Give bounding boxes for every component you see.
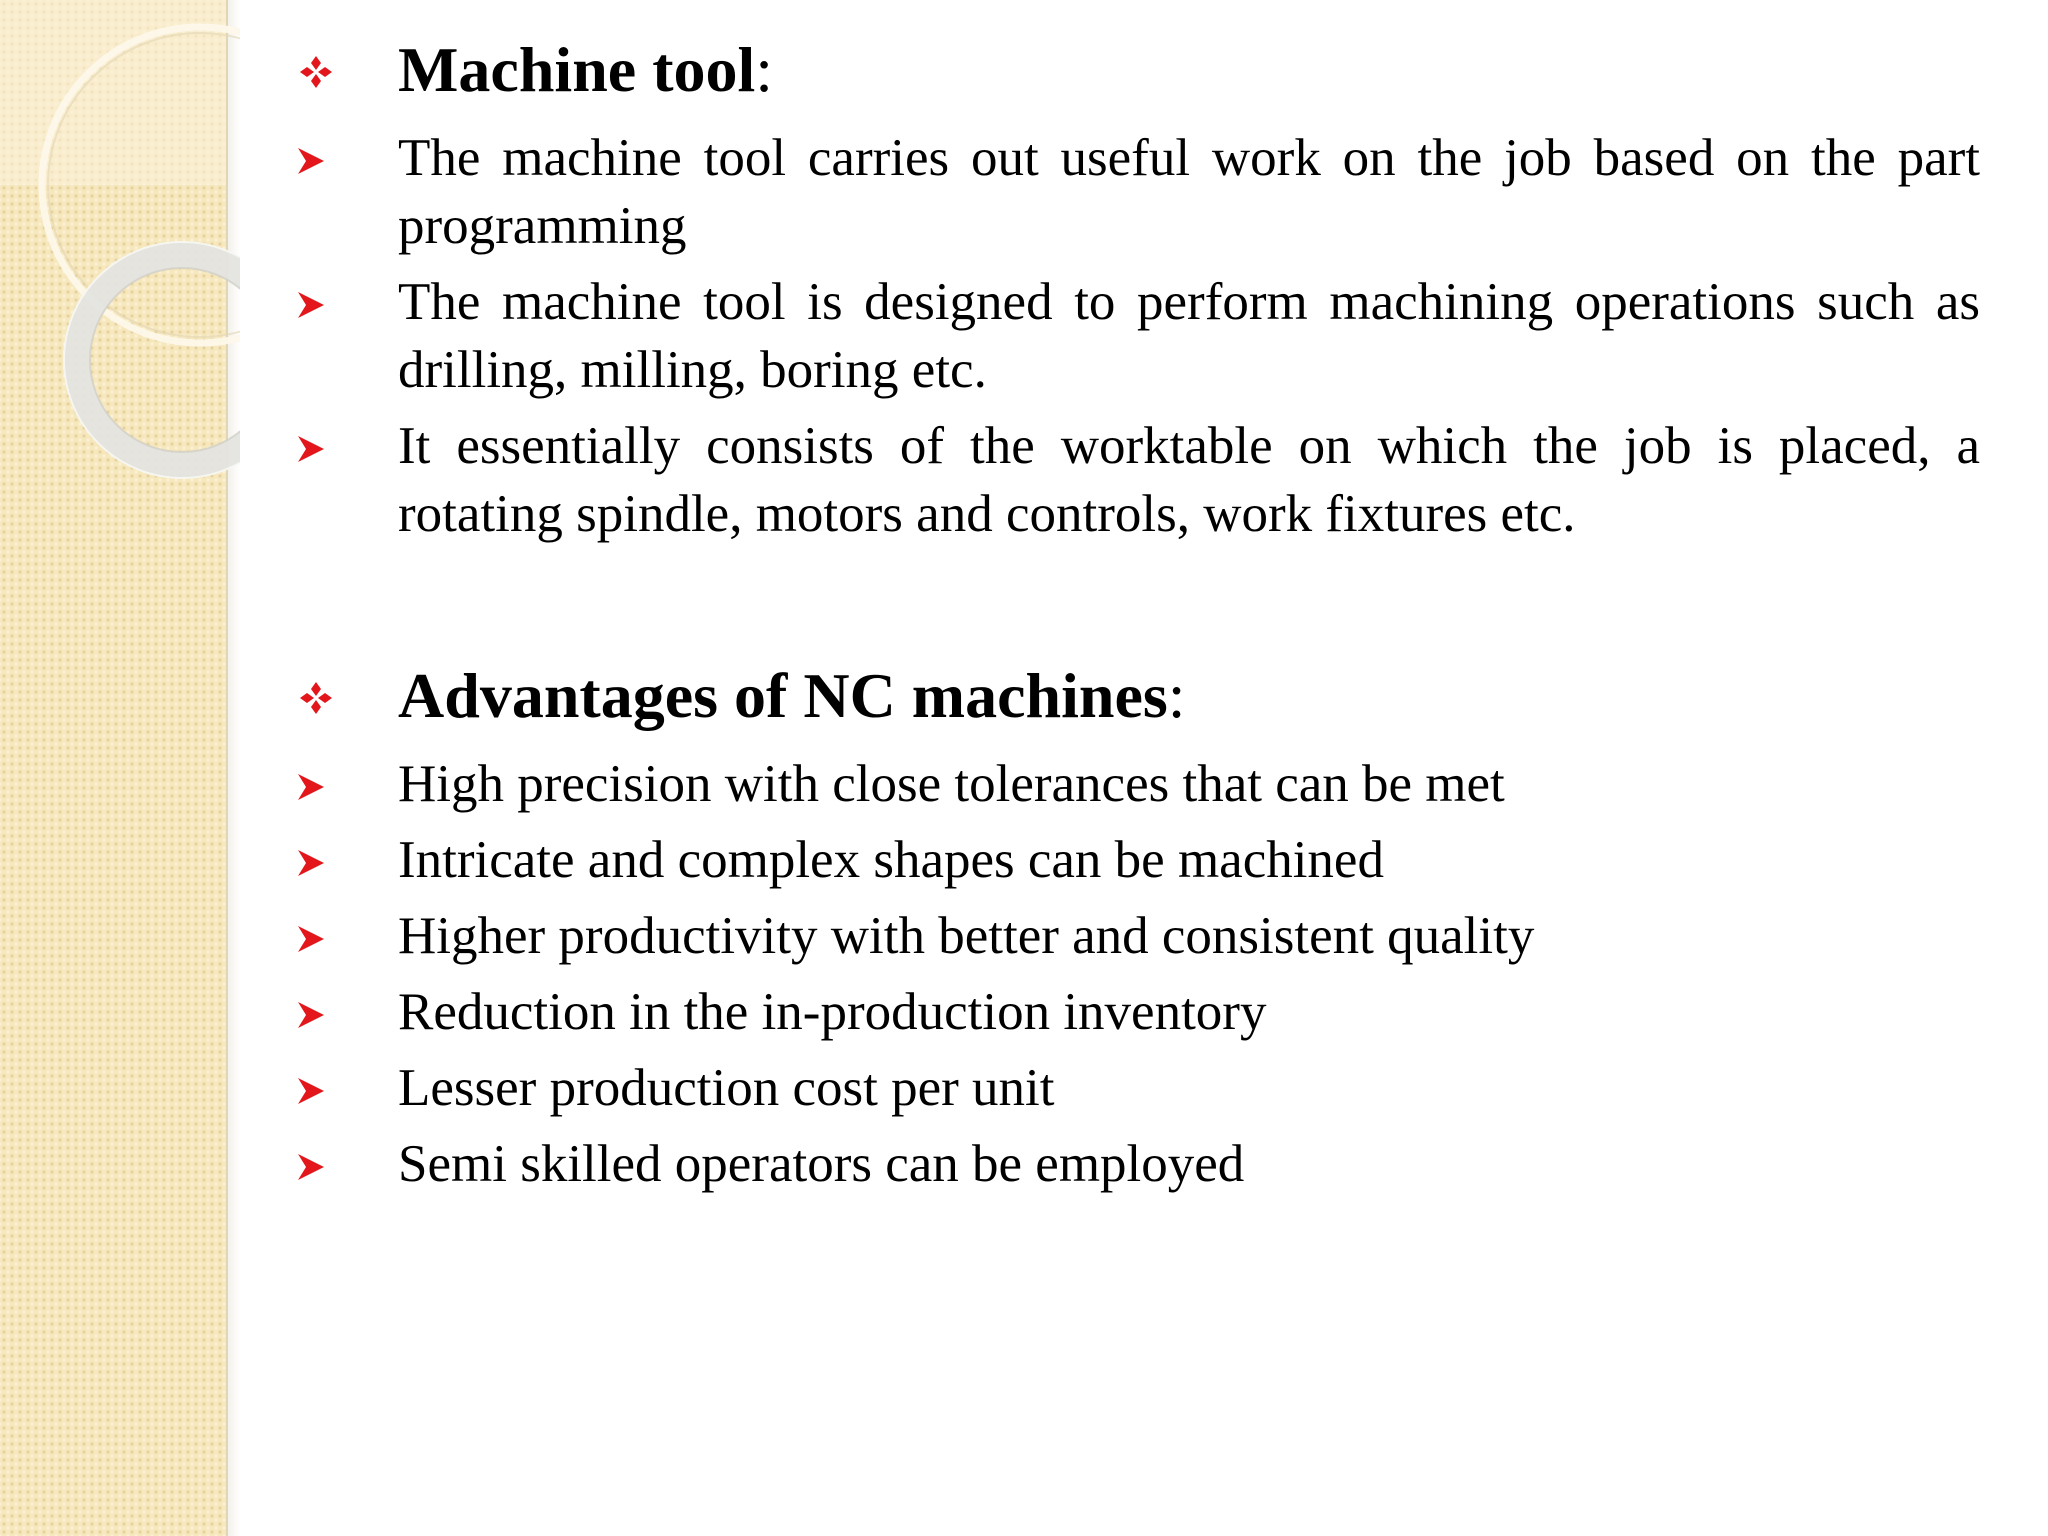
list-item-text: The machine tool carries out useful work on the job based on the part programming <box>398 129 1980 255</box>
arrowhead-icon <box>296 772 326 802</box>
list-item <box>290 750 1980 818</box>
arrowhead-icon <box>296 434 326 464</box>
section-title-colon: : <box>1167 660 1186 731</box>
section-heading-advantages <box>290 656 1980 736</box>
list-item <box>290 268 1980 404</box>
list-item <box>290 978 1980 1046</box>
section-title-colon: : <box>755 34 774 105</box>
arrowhead-icon <box>296 1076 326 1106</box>
arrowhead-icon <box>296 290 326 320</box>
list-item-text: It essentially consists of the worktable on which the job is placed, a rotating spindle, motors and controls, work fixtures etc. <box>398 417 1980 543</box>
arrowhead-icon <box>296 848 326 878</box>
diamond-cluster-icon <box>298 680 334 716</box>
list-item-text: Reduction in the in-production inventory <box>398 983 1267 1041</box>
list-item-text: Semi skilled operators can be employed <box>398 1135 1245 1193</box>
section-title: Advantages of NC machines <box>398 660 1168 731</box>
arrowhead-icon <box>296 924 326 954</box>
list-item <box>290 826 1980 894</box>
arrowhead-icon <box>296 146 326 176</box>
list-item <box>290 412 1980 548</box>
decorative-rings <box>0 0 240 520</box>
list-item-text: Lesser production cost per unit <box>398 1059 1055 1117</box>
section-heading-machine-tool <box>290 30 1980 110</box>
list-item-text: High precision with close tolerances that can be met <box>398 755 1505 813</box>
list-item-text: Intricate and complex shapes can be machined <box>398 831 1384 889</box>
list-item <box>290 124 1980 260</box>
arrowhead-icon <box>296 1000 326 1030</box>
arrowhead-icon <box>296 1152 326 1182</box>
slide-content <box>290 30 1980 1198</box>
list-item-text: Higher productivity with better and consistent quality <box>398 907 1535 965</box>
list-item <box>290 1054 1980 1122</box>
list-item <box>290 1130 1980 1198</box>
list-item-text: The machine tool is designed to perform machining operations such as drilling, milling, boring etc. <box>398 273 1980 399</box>
list-item <box>290 902 1980 970</box>
diamond-cluster-icon <box>298 54 334 90</box>
section-title: Machine tool <box>398 34 756 105</box>
